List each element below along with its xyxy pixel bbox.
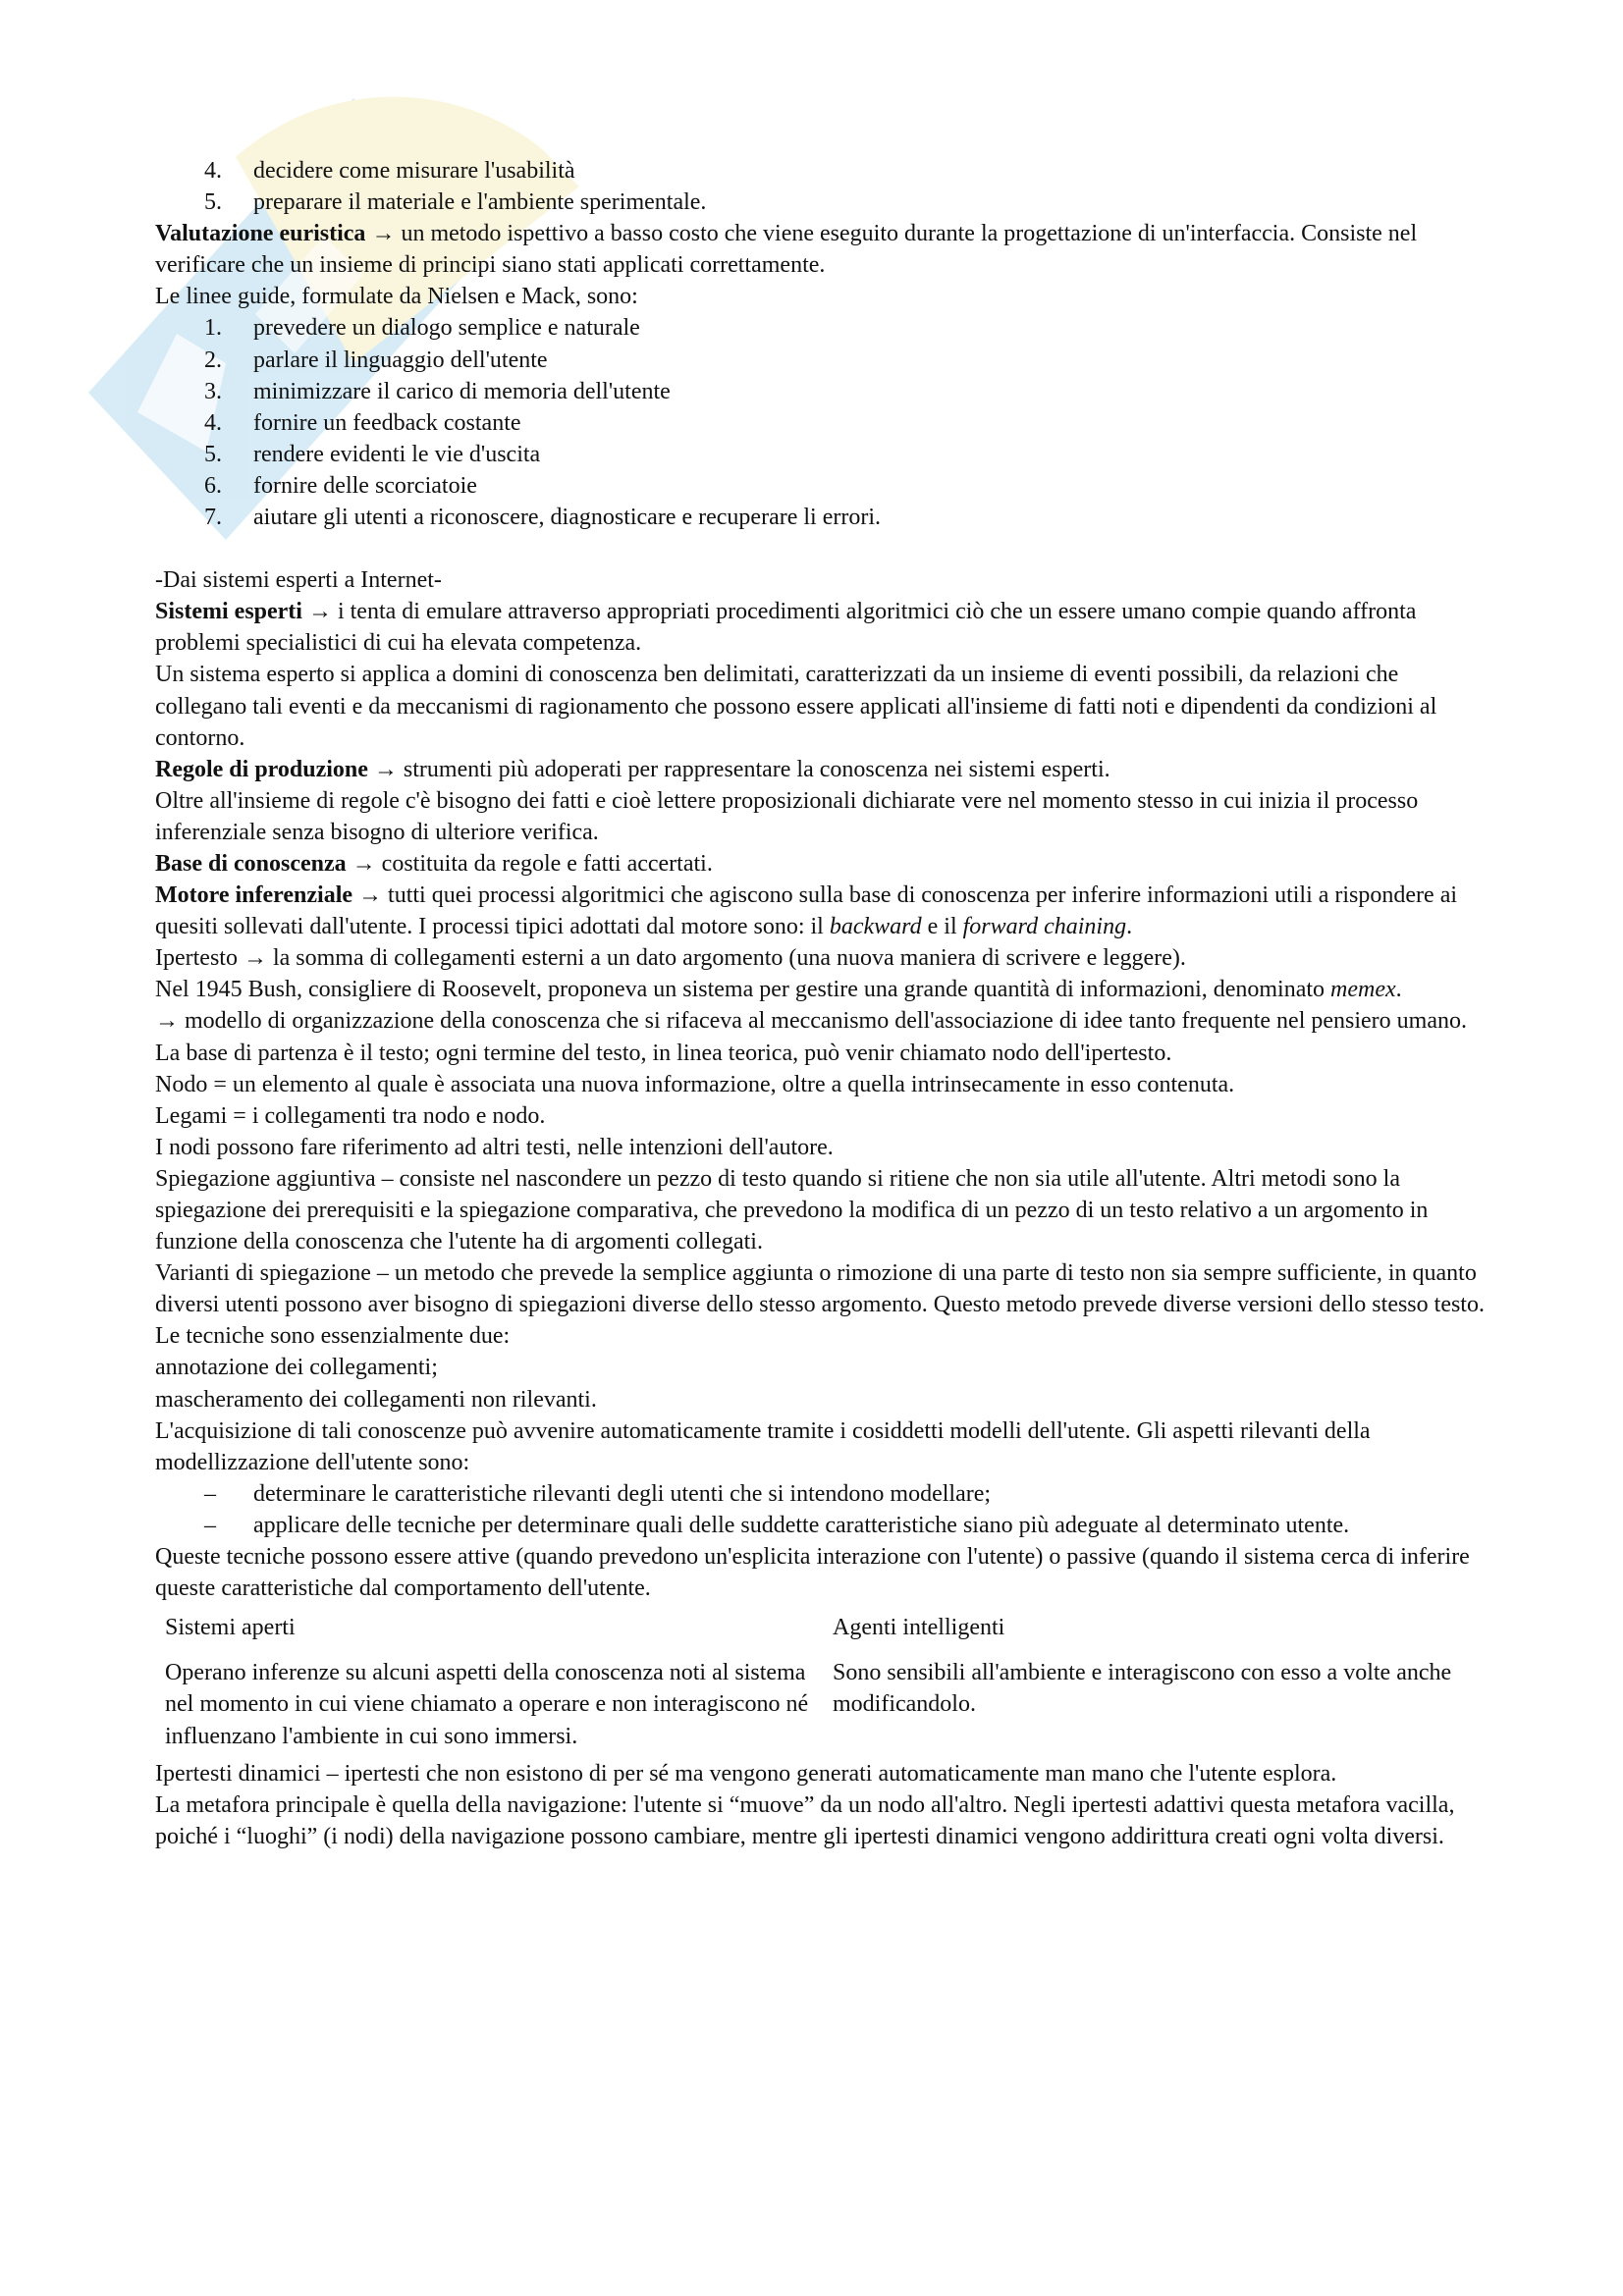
paragraph: L'acquisizione di tali conoscenze può avvenire automaticamente tramite i cosiddetti modelli dell'utente. Gli aspetti rilevanti della modellizzazione dell'utente sono: [155, 1417, 1371, 1475]
paragraph: Queste tecniche possono essere attive (quando prevedono un'esplicita interazione con l'utente) o passive (quando il sistema cerca di inferire queste caratteristiche dal comportamento dell'utente. [155, 1544, 1470, 1602]
motore-term: Motore inferenziale [155, 882, 353, 909]
comparison-table [155, 1604, 1490, 1757]
heuristic-term: Valutazione euristica [155, 221, 366, 247]
paragraph: Ipertesti dinamici – ipertesti che non esistono di per sé ma vengono generati automaticamente man mano che l'utente esplora. [155, 1760, 1337, 1787]
sistemi-esperti-term: Sistemi esperti [155, 599, 302, 625]
list-item: 6. fornire delle scorciatoie [204, 472, 477, 499]
paragraph: Nodo = un elemento al quale è associata una nuova informazione, oltre a quella intrinsecamente in esso contenuta. [155, 1071, 1235, 1097]
paragraph: Le tecniche sono essenzialmente due: [155, 1323, 511, 1350]
paragraph: I nodi possono fare riferimento ad altri testi, nelle intenzioni dell'autore. [155, 1134, 834, 1160]
top-list [155, 155, 1490, 218]
list-item: 7. aiutare gli utenti a riconoscere, diagnosticare e recuperare li errori. [204, 505, 881, 531]
motore-paragraph: Motore inferenziale → tutti quei processi algoritmici che agiscono sulla base di conoscenza per inferire informazioni utili a rispondere ai quesiti sollevati dall'utente. I processi tipici adottati dal motore sono: il backward e il forward chaining. [155, 882, 1458, 940]
paragraph: Spiegazione aggiuntiva – consiste nel nascondere un pezzo di testo quando si ritiene che non sia utile all'utente. Altri metodi sono la spiegazione dei prerequisiti e la spiegazione comparativa, che prevedono la modifica di un pezzo di un testo relativo a un argomento in funzione della conoscenza che l'utente ha di argomenti collegati. [155, 1165, 1429, 1255]
regole-term: Regole di produzione [155, 756, 368, 782]
guidelines-list [155, 312, 1490, 533]
paragraph: La metafora principale è quella della navigazione: l'utente si “muove” da un nodo all'altro. Negli ipertesti adattivi questa metafora vacilla, poiché i “luoghi” (i nodi) della navigazione possono cambiare, mentre gli ipertesti dinamici vengono addirittura creati ogni volta diversi. [155, 1791, 1455, 1849]
bush-paragraph: Nel 1945 Bush, consigliere di Roosevelt, proponeva un sistema per gestire una grande quantità di informazioni, denominato memex. [155, 977, 1402, 1003]
table-header-cell: Sistemi aperti [165, 1615, 296, 1641]
section-title: -Dai sistemi esperti a Internet- [155, 567, 442, 594]
paragraph: Varianti di spiegazione – un metodo che prevede la semplice aggiunta o rimozione di una parte di testo non sia sempre sufficiente, in quanto diversi utenti possono aver bisogno di spiegazioni diverse dello stesso argomento. Questo metodo prevede diverse versioni dello stesso testo. [155, 1260, 1485, 1318]
table-row [155, 1649, 1490, 1757]
table-header-cell: Agenti intelligenti [833, 1615, 1005, 1641]
paragraph: → modello di organizzazione della conoscenza che si rifaceva al meccanismo dell'associazione di idee tanto frequente nel pensiero umano. [155, 1008, 1467, 1035]
table-header-row [155, 1604, 1490, 1649]
regole-paragraph: Regole di produzione → strumenti più adoperati per rappresentare la conoscenza nei sistemi esperti. [155, 756, 1110, 782]
list-item: 2. parlare il linguaggio dell'utente [204, 347, 548, 373]
spacer [155, 533, 1490, 564]
aspetti-list [155, 1478, 1490, 1541]
base-term: Base di conoscenza [155, 850, 347, 877]
paragraph: La base di partenza è il testo; ogni termine del testo, in linea teorica, può venir chiamato nodo dell'ipertesto. [155, 1040, 1172, 1066]
document-body [155, 155, 1490, 1852]
base-paragraph: Base di conoscenza → costituita da regole e fatti accertati. [155, 850, 713, 877]
list-item: 4. decidere come misurare l'usabilità [204, 158, 575, 184]
paragraph: annotazione dei collegamenti; [155, 1355, 438, 1381]
table-cell: Operano inferenze su alcuni aspetti della conoscenza noti al sistema nel momento in cui viene chiamato a operare e non interagiscono né influenzano l'ambiente in cui sono immersi. [165, 1660, 809, 1749]
guidelines-intro: Le linee guide, formulate da Nielsen e Mack, sono: [155, 284, 638, 310]
list-item: 5. rendere evidenti le vie d'uscita [204, 441, 541, 467]
list-item: 1. prevedere un dialogo semplice e naturale [204, 315, 640, 342]
list-item: – applicare delle tecniche per determinare quali delle suddette caratteristiche siano più adeguate al determinato utente. [204, 1512, 1350, 1538]
list-item: 3. minimizzare il carico di memoria dell'utente [204, 378, 671, 404]
list-item: 5. preparare il materiale e l'ambiente sperimentale. [204, 189, 707, 216]
list-item: 4. fornire un feedback costante [204, 409, 521, 436]
table-cell: Sono sensibili all'ambiente e interagiscono con esso a volte anche modificandolo. [833, 1660, 1452, 1718]
paragraph: mascheramento dei collegamenti non rilevanti. [155, 1386, 597, 1413]
sistemi-esperti-paragraph: Sistemi esperti → i tenta di emulare attraverso appropriati procedimenti algoritmici ciò che un essere umano compie quando affronta problemi specialistici di cui ha elevata competenza. [155, 599, 1417, 657]
paragraph: Ipertesto → la somma di collegamenti esterni a un dato argomento (una nuova maniera di scrivere e leggere). [155, 945, 1186, 972]
paragraph: Un sistema esperto si applica a domini di conoscenza ben delimitati, caratterizzati da un insieme di eventi possibili, da relazioni che collegano tali eventi e da meccanismi di ragionamento che possono essere applicati all'insieme di fatti noti e dipendenti da condizioni al contorno. [155, 662, 1437, 751]
list-item: – determinare le caratteristiche rilevanti degli utenti che si intendono modellare; [204, 1480, 992, 1507]
heuristic-paragraph: Valutazione euristica → un metodo ispettivo a basso costo che viene eseguito durante la progettazione di un'interfaccia. Consiste nel verificare che un insieme di principi siano stati applicati correttamente. [155, 221, 1418, 279]
paragraph: Oltre all'insieme di regole c'è bisogno dei fatti e cioè lettere proposizionali dichiarate vere nel momento stesso in cui inizia il processo inferenziale senza bisogno di ulteriore verifica. [155, 787, 1419, 845]
paragraph: Legami = i collegamenti tra nodo e nodo. [155, 1102, 546, 1129]
